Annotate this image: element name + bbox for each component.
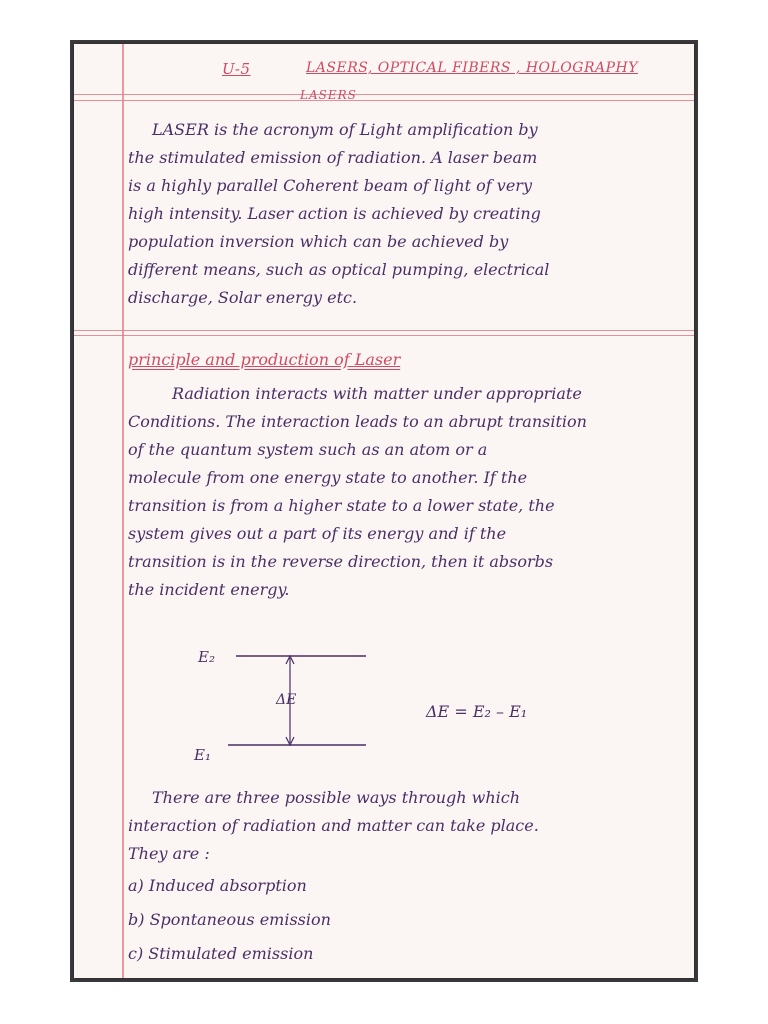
gap-label: ΔE [276,692,297,708]
notebook-page [74,44,694,978]
principle-line: of the quantum system such as an atom or a [128,440,488,459]
principle-line: molecule from one energy state to another. If the [128,468,528,487]
ways-line: There are three possible ways through which [152,788,521,807]
intro-line: discharge, Solar energy etc. [128,288,358,307]
intro-line: high intensity. Laser action is achieved by creating [128,204,541,223]
energy-equation: ΔE = E₂ – E₁ [426,702,528,721]
ways-line: They are : [128,844,210,863]
unit-label: U-5 [222,60,251,78]
ways-list-item: b) Spontaneous emission [128,910,331,929]
principle-line: transition is in the reverse direction, then it absorbs [128,552,554,571]
section-divider [74,330,694,331]
intro-line: LASER is the acronym of Light amplification by [152,120,538,139]
ways-line: interaction of radiation and matter can take place. [128,816,539,835]
principle-line: transition is from a higher state to a lower state, the [128,496,555,515]
principle-line: Conditions. The interaction leads to an abrupt transition [128,412,587,431]
intro-line: population inversion which can be achieved by [128,232,509,251]
principle-line: Radiation interacts with matter under appropriate [172,384,582,403]
ways-list-item: c) Stimulated emission [128,944,314,963]
margin-line [122,44,124,978]
intro-line: different means, such as optical pumping, electrical [128,260,550,279]
energy-level-diagram [194,644,674,774]
section-divider-2 [74,335,694,336]
principle-line: the incident energy. [128,580,290,599]
lower-level-label: E₁ [194,746,211,764]
upper-level-label: E₂ [198,648,215,666]
header-rule-2 [74,100,694,101]
page-subtitle: LASERS [300,88,357,102]
header-rule [74,94,694,95]
ways-list-item: a) Induced absorption [128,876,307,895]
intro-line: the stimulated emission of radiation. A laser beam [128,148,538,167]
principle-line: system gives out a part of its energy and if the [128,524,507,543]
intro-line: is a highly parallel Coherent beam of light of very [128,176,532,195]
page-title: LASERS, OPTICAL FIBERS , HOLOGRAPHY [306,60,638,76]
section-heading: principle and production of Laser [128,350,401,369]
